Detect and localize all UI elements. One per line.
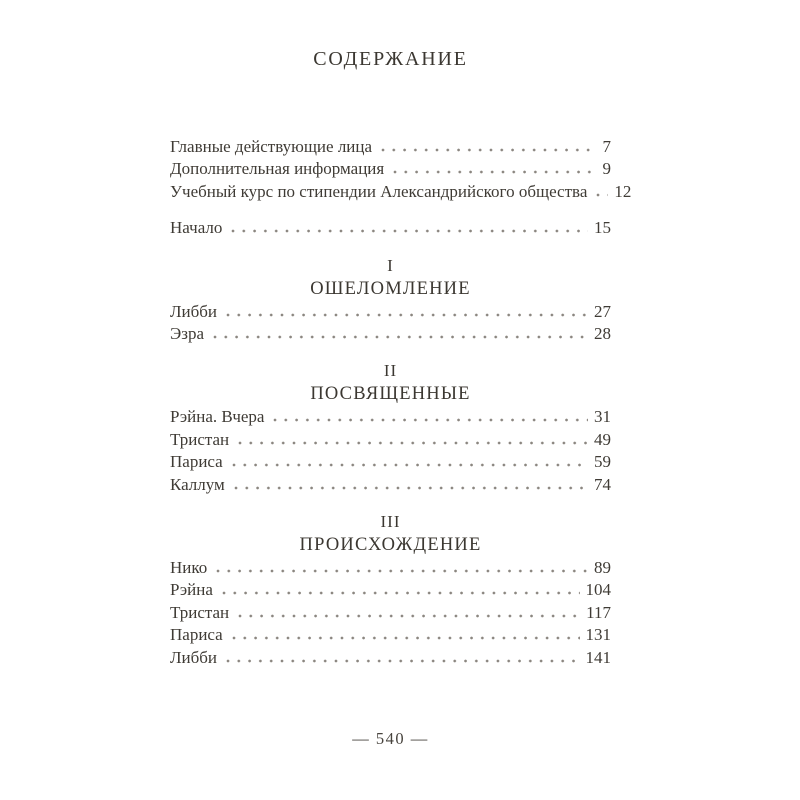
- toc-entry: [170, 579, 611, 601]
- toc-entry-label: Нико: [170, 558, 208, 578]
- front-matter-group: [170, 136, 632, 203]
- toc-entry: [170, 406, 611, 428]
- toc-entry: [170, 451, 611, 473]
- toc-entry: [170, 647, 611, 669]
- start-group: [170, 217, 611, 239]
- toc-entry-label: Либби: [170, 301, 218, 321]
- toc-entry-page: 28: [594, 324, 611, 344]
- leader-dots: [238, 441, 588, 445]
- toc-entry-page: 7: [602, 137, 611, 156]
- toc-entry-label: Эзра: [170, 324, 204, 344]
- toc-section-1: [170, 254, 611, 346]
- toc-entry-label: Начало: [170, 218, 223, 238]
- section-numeral: I: [387, 255, 394, 275]
- leader-dots: [231, 229, 588, 233]
- leader-dots: [216, 569, 588, 573]
- toc-entry: [170, 301, 611, 323]
- toc-entry-label: Тристан: [170, 602, 230, 622]
- leader-dots: [381, 148, 596, 152]
- section-numeral: II: [383, 361, 398, 381]
- section-title: ПРОИСХОЖДЕНИЕ: [299, 535, 482, 556]
- toc-entry-page: 89: [594, 558, 611, 578]
- leader-dots: [393, 170, 596, 174]
- toc-entry-page: 27: [594, 301, 611, 321]
- toc-entry-page: 9: [602, 159, 611, 179]
- toc-entry-label: Главные действующие лица: [170, 137, 373, 156]
- toc-entry-page: 12: [614, 181, 632, 201]
- toc-entry: [170, 323, 611, 345]
- leader-dots: [222, 591, 580, 595]
- toc-entry-label: Либби: [170, 647, 218, 667]
- toc-entry-page: 141: [585, 647, 611, 667]
- toc-entry-label: Учебный курс по стипендии Александрийского общества: [170, 181, 588, 201]
- toc-section-3: [170, 510, 611, 669]
- toc-entry-page: 49: [594, 429, 611, 449]
- toc-entry: [170, 557, 611, 579]
- toc-entry: [170, 158, 611, 180]
- toc-entry: [170, 429, 611, 451]
- toc-entry: [170, 474, 611, 496]
- leader-dots: [596, 193, 608, 197]
- toc-entry-page: 59: [594, 452, 611, 472]
- toc-entry-label: Дополнительная информация: [170, 159, 385, 179]
- toc-entry-label: Рэйна. Вчера: [170, 407, 265, 427]
- leader-dots: [238, 614, 580, 618]
- toc-section-2: [170, 359, 611, 496]
- leader-dots: [232, 463, 588, 467]
- footer-page-number: — 540 —: [352, 729, 429, 748]
- toc-entry-label: Каллум: [170, 474, 225, 494]
- leader-dots: [226, 313, 588, 317]
- toc-entry-page: 15: [594, 218, 611, 238]
- leader-dots: [213, 335, 588, 339]
- toc-entry: [170, 624, 611, 646]
- toc-entry-page: 131: [585, 625, 611, 645]
- toc-entry: [170, 602, 611, 624]
- leader-dots: [226, 659, 579, 663]
- section-title: ПОСВЯЩЕННЫЕ: [310, 384, 471, 405]
- leader-dots: [232, 636, 580, 640]
- toc-entry-label: Тристан: [170, 429, 230, 449]
- toc-entry-label: Париса: [170, 625, 223, 645]
- toc-entry-page: 74: [594, 474, 611, 494]
- toc-entry-page: 31: [594, 407, 611, 427]
- toc-entry: [170, 136, 611, 158]
- page-title: СОДЕРЖАНИЕ: [313, 48, 468, 70]
- toc-entry-label: Рэйна: [170, 580, 213, 600]
- table-of-contents: [170, 47, 632, 669]
- toc-entry-page: 104: [585, 580, 611, 600]
- toc-entry: [170, 217, 611, 239]
- leader-dots: [234, 486, 588, 490]
- section-numeral: III: [380, 512, 401, 532]
- toc-entry: [170, 181, 632, 203]
- toc-entry-page: 117: [586, 602, 611, 622]
- toc-entry-label: Париса: [170, 452, 223, 472]
- leader-dots: [273, 418, 588, 422]
- section-title: ОШЕЛОМЛЕНИЕ: [310, 278, 471, 299]
